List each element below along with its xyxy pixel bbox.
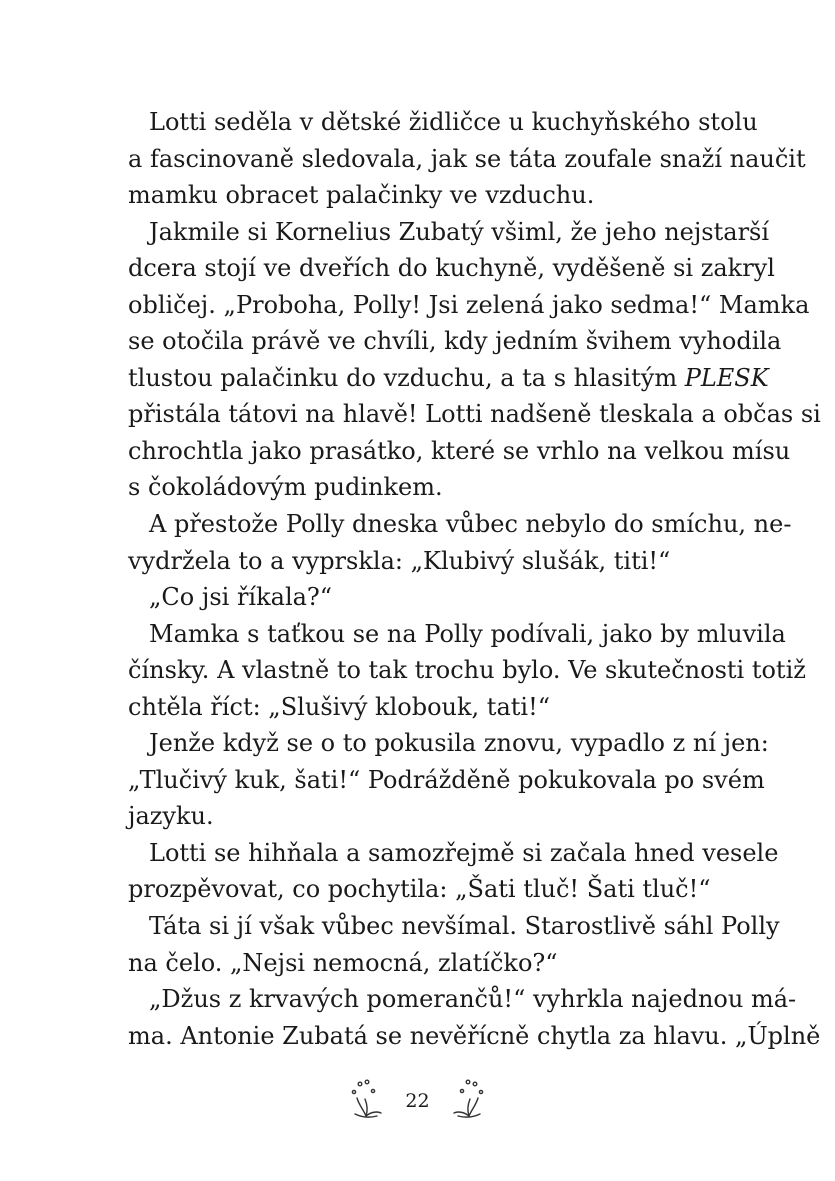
text-line: jazyku. bbox=[128, 802, 214, 831]
text-line: s čokoládovým pudinkem. bbox=[128, 473, 443, 502]
text-line: mamku obracet palačinky ve vzduchu. bbox=[128, 181, 595, 210]
italic-word: PLESK bbox=[684, 363, 769, 392]
text-line: A přestože Polly dneska vůbec nebylo do smíchu, ne- bbox=[149, 510, 792, 539]
text-line: Lotti se hihňala a samozřejmě si začala hned vesele bbox=[149, 838, 779, 867]
text-line: Jenže když se o to pokusila znovu, vypadlo z ní jen: bbox=[149, 729, 769, 758]
text-line: a fascinovaně sledovala, jak se táta zoufale snaží naučit bbox=[128, 144, 806, 173]
text-line: chtěla říct: „Slušivý klobouk, tati!“ bbox=[128, 692, 550, 721]
text-segment: tlustou palačinku do vzduchu, a ta s hlasitým bbox=[128, 363, 685, 392]
text-line: ma. Antonie Zubatá se nevěřícně chytla za hlavu. „Úplně bbox=[128, 1021, 821, 1050]
text-line: se otočila právě ve chvíli, kdy jedním švihem vyhodila bbox=[128, 327, 782, 356]
text-line: „Džus z krvavých pomerančů!“ vyhrkla najednou má- bbox=[149, 985, 797, 1014]
text-line: dcera stojí ve dveřích do kuchyně, vyděšeně si zakryl bbox=[128, 254, 775, 283]
text-line: chrochtla jako prasátko, které se vrhlo na velkou mísu bbox=[128, 436, 791, 465]
page-footer bbox=[0, 1078, 835, 1124]
text-line: „Tlučivý kuk, šati!“ Podrážděně pokukovala po svém bbox=[128, 765, 765, 794]
text-line bbox=[128, 360, 769, 397]
page-number: 22 bbox=[405, 1090, 430, 1112]
text-line: prozpěvovat, co pochytila: „Šati tluč! Šati tluč!“ bbox=[128, 875, 711, 904]
text-line: přistála tátovi na hlavě! Lotti nadšeně tleskala a občas si bbox=[128, 400, 821, 429]
text-line: obličej. „Proboha, Polly! Jsi zelená jako sedma!“ Mamka bbox=[128, 290, 810, 319]
sprout-sparkle-icon bbox=[347, 1078, 387, 1124]
body-text bbox=[128, 104, 821, 1054]
text-line: čínsky. A vlastně to tak trochu bylo. Ve skutečnosti totiž bbox=[128, 656, 806, 685]
text-line: na čelo. „Nejsi nemocná, zlatíčko?“ bbox=[128, 948, 558, 977]
text-line: Jakmile si Kornelius Zubatý všiml, že jeho nejstarší bbox=[149, 217, 770, 246]
text-line: Mamka s taťkou se na Polly podívali, jako by mluvila bbox=[149, 619, 786, 648]
text-line: Lotti seděla v dětské židličce u kuchyňského stolu bbox=[149, 108, 758, 136]
text-line: Táta si jí však vůbec nevšímal. Starostlivě sáhl Polly bbox=[149, 912, 780, 941]
sprout-sparkle-icon bbox=[448, 1078, 488, 1124]
text-line: vydržela to a vyprskla: „Klubivý slušák, titi!“ bbox=[128, 546, 671, 575]
text-line: „Co jsi říkala?“ bbox=[149, 583, 333, 612]
